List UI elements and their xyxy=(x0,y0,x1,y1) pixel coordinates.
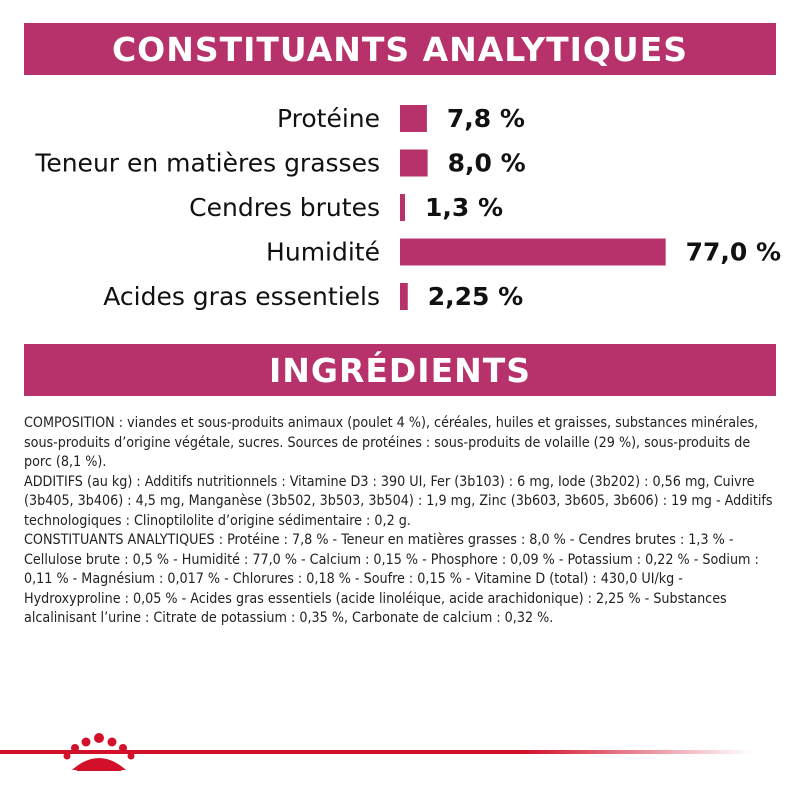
value-label: 8,0 % xyxy=(447,148,526,178)
composition-paragraph: COMPOSITION : viandes et sous-produits animaux (poulet 4 %), céréales, huiles et graisses, substances minérales, sous-produits d’origine végétale, sucres. Sources de protéines : sous-produits de volaille (29 %), sous-produits de porc (8,1 %). xyxy=(24,415,759,470)
category-label: Acides gras essentiels xyxy=(103,282,380,311)
crown-icon xyxy=(58,730,140,774)
value-label: 7,8 % xyxy=(446,104,525,133)
analytic-constituents-paragraph: CONSTITUANTS ANALYTIQUES : Protéine : 7,8 % - Teneur en matières grasses : 8,0 % - Cendres brutes : 1,3 % - Cellulose brute : 0,5 % - Humidité : 77,0 % - Calcium : 0,15 % - Phosphore : 0,09 % - Potassium : 0,22 % - Sodium : 0,11 % - Magnésium : 0,017 % - Chlorures : 0,18 % - Soufre : 0,15 % - Vitamine D (total) : 430,0 UI/kg - Hydroxyproline : 0,05 % - Acides gras essentiels (acide linoléique, acide arachidonique) : 2,25 % - Substances alcalinisant l’urine : Citrate de potassium : 0,35 %, Carbonate de calcium : 0,32 %. xyxy=(24,532,759,626)
bar xyxy=(400,239,666,266)
ingredients-banner xyxy=(24,344,776,396)
bar xyxy=(400,194,405,221)
additives-paragraph: ADDITIFS (au kg) : Additifs nutritionnels : Vitamine D3 : 390 UI, Fer (3b103) : 6 mg, Iode (3b202) : 0,56 mg, Cuivre (3b405, 3b406) : 4,5 mg, Manganèse (3b502, 3b503, 3b504) : 1,9 mg, Zinc (3b603, 3b605, 3b606) : 19 mg - Additifs technologiques : Clinoptilolite d’origine sédimentaire : 0,2 g. xyxy=(24,473,773,529)
bar xyxy=(400,283,408,310)
ingredients-title: INGRÉDIENTS xyxy=(268,350,532,390)
value-label: 2,25 % xyxy=(427,282,524,311)
analytic-constituents-title: CONSTITUANTS ANALYTIQUES xyxy=(111,29,689,69)
ingredients-text-block xyxy=(24,414,780,629)
value-label: 77,0 % xyxy=(685,237,782,267)
analytic-constituents-banner xyxy=(24,23,776,75)
analytic-bar-chart xyxy=(0,90,800,320)
value-label: 1,3 % xyxy=(425,193,504,222)
category-label: Protéine xyxy=(276,104,380,133)
bar xyxy=(400,150,428,177)
category-label: Teneur en matières grasses xyxy=(35,148,380,178)
category-label: Cendres brutes xyxy=(189,193,380,222)
category-label: Humidité xyxy=(266,237,380,267)
bar xyxy=(400,105,427,132)
